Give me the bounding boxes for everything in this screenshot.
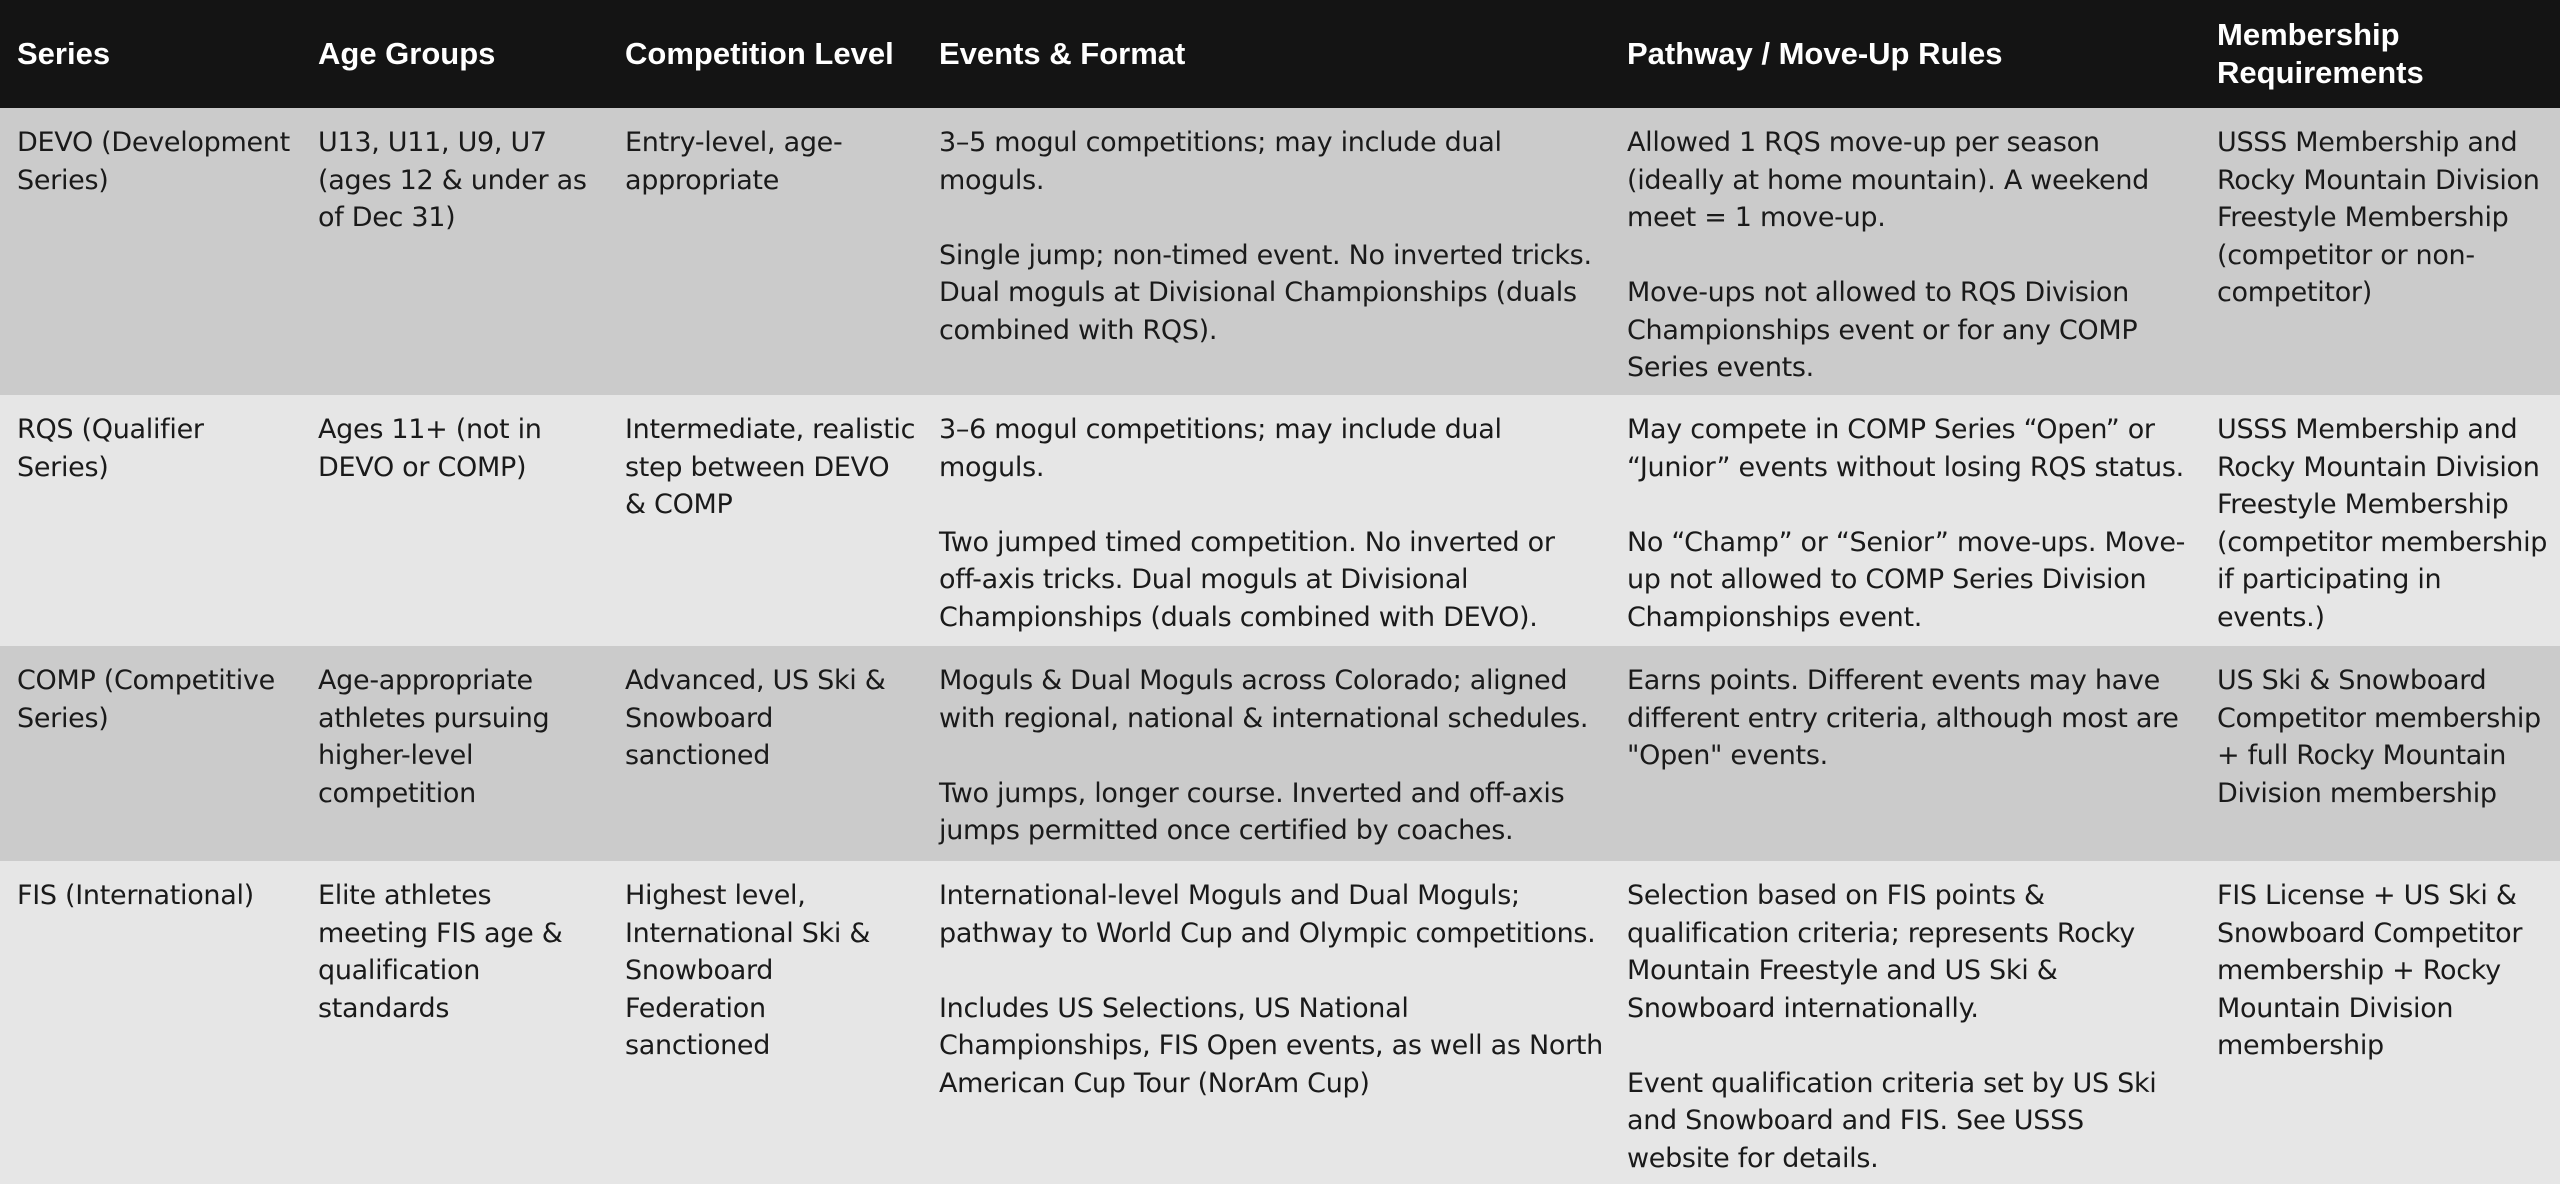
header-pathway: Pathway / Move-Up Rules [1627,36,2003,71]
cell-events [922,646,1610,861]
cell-age-groups: U13, U11, U9, U7 (ages 12 & under as of Dec 31) [318,127,587,233]
table-header [0,0,2560,108]
header-row [0,0,2560,108]
cell-age-groups: Age-appropriate athletes pursuing higher-level competition [318,665,550,809]
cell-membership: FIS License + US Ski & Snowboard Competitor membership + Rocky Mountain Division membership [2217,880,2523,1061]
events-paragraph: 3–6 mogul competitions; may include dual moguls. [939,414,1502,483]
events-paragraph: Two jumped timed competition. No inverted or off-axis tricks. Dual moguls at Divisional Championships (duals combined with DEVO). [939,526,1555,633]
cell-competition-level: Highest level, International Ski & Snowboard Federation sanctioned [625,880,871,1061]
header-competition-level: Competition Level [625,36,894,71]
events-paragraph: Single jump; non-timed event. No inverted tricks. Dual moguls at Divisional Championships (duals combined with RQS). [939,239,1592,346]
table-row-fis [0,861,2560,1184]
cell-series: FIS (International) [17,880,254,911]
cell-competition-level: Intermediate, realistic step between DEVO & COMP [625,414,916,520]
cell-age-groups: Elite athletes meeting FIS age & qualification standards [318,880,563,1024]
cell-events [922,861,1610,1184]
pathway-paragraph: Allowed 1 RQS move-up per season (ideally at home mountain). A weekend meet = 1 move-up. [1627,127,2150,233]
pathway-paragraph: Move-ups not allowed to RQS Division Championships event or for any COMP Series events. [1627,277,2138,383]
cell-membership: US Ski & Snowboard Competitor membership + full Rocky Mountain Division membership [2217,665,2541,809]
events-paragraph: Moguls & Dual Moguls across Colorado; aligned with regional, national & international schedules. [939,665,1589,734]
pathway-paragraph: Earns points. Different events may have different entry criteria, although most are "Open" events. [1627,665,2179,771]
events-paragraph: International-level Moguls and Dual Moguls; pathway to World Cup and Olympic competitions. [939,880,1596,949]
cell-competition-level: Advanced, US Ski & Snowboard sanctioned [625,665,886,771]
header-membership: Membership Requirements [2217,17,2424,90]
header-series: Series [17,36,111,71]
cell-competition-level: Entry-level, age-appropriate [625,127,843,196]
cell-age-groups: Ages 11+ (not in DEVO or COMP) [318,414,542,483]
cell-series: RQS (Qualifier Series) [17,414,204,483]
table-body [0,108,2560,1184]
pathway-paragraph: Selection based on FIS points & qualification criteria; represents Rocky Mountain Freestyle and US Ski & Snowboard internationally. [1627,880,2135,1024]
cell-series: DEVO (Development Series) [17,127,290,196]
cell-pathway [1610,395,2200,646]
cell-pathway [1610,646,2200,861]
events-paragraph: Two jumps, longer course. Inverted and off-axis jumps permitted once certified by coaches. [939,777,1565,846]
cell-pathway [1610,861,2200,1184]
header-age-groups: Age Groups [318,36,496,71]
table-row-devo [0,108,2560,395]
events-paragraph: Includes US Selections, US National Championships, FIS Open events, as well as North American Cup Tour (NorAm Cup) [939,992,1603,1099]
table-row-rqs [0,395,2560,646]
cell-series: COMP (Competitive Series) [17,665,275,734]
cell-membership: USSS Membership and Rocky Mountain Division Freestyle Membership (competitor or non-competitor) [2217,127,2540,308]
pathway-paragraph: No “Champ” or “Senior” move-ups. Move-up not allowed to COMP Series Division Championships event. [1627,526,2186,633]
pathway-paragraph: May compete in COMP Series “Open” or “Junior” events without losing RQS status. [1627,414,2184,483]
events-paragraph: 3–5 mogul competitions; may include dual moguls. [939,127,1502,196]
table-row-comp [0,646,2560,861]
cell-events [922,395,1610,646]
cell-membership: USSS Membership and Rocky Mountain Division Freestyle Membership (competitor membership if participating in events.) [2217,414,2548,633]
cell-events [922,108,1610,395]
pathway-paragraph: Event qualification criteria set by US Ski and Snowboard and FIS. See USSS website for details. [1627,1067,2157,1174]
cell-pathway [1610,108,2200,395]
header-events-format: Events & Format [939,36,1186,71]
